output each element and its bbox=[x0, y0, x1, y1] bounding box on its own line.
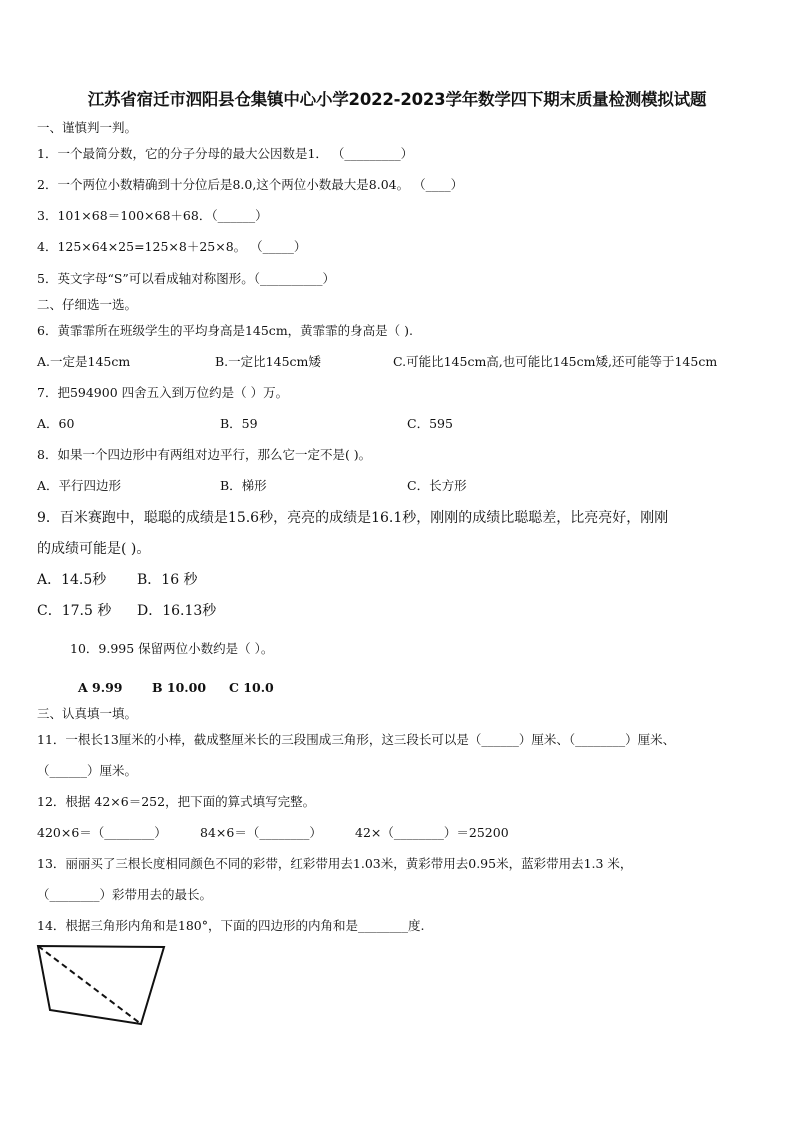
page-title: 江苏省宿迁市泗阳县仓集镇中心小学2022-2023学年数学四下期末质量检测模拟试题 bbox=[87, 90, 707, 109]
section-heading-3: 三、认真填一填。 bbox=[37, 706, 138, 721]
question-7: 7．把594900 四舍五入到万位约是（ ）万。 bbox=[37, 385, 289, 400]
question-2: 2．一个两位小数精确到十分位后是8.0,这个两位小数最大是8.04。 （____） bbox=[37, 177, 464, 192]
question-1: 1．一个最简分数，它的分子分母的最大公因数是1． （_________） bbox=[37, 146, 414, 161]
question-4: 4．125×64×25=125×8＋25×8。 （_____） bbox=[37, 239, 307, 254]
question-11-line-2: （______）厘米。 bbox=[37, 763, 138, 778]
question-3: 3．101×68＝100×68＋68．（______） bbox=[37, 208, 268, 223]
question-8-option-c: C．长方形 bbox=[407, 478, 467, 493]
question-7-option-b: B．59 bbox=[220, 416, 258, 431]
question-6: 6．黄霏霏所在班级学生的平均身高是145cm，黄霏霏的身高是（ ). bbox=[37, 323, 413, 338]
question-14: 14．根据三角形内角和是180°，下面的四边形的内角和是________度. bbox=[37, 918, 425, 933]
question-10-option-b: B 10.00 bbox=[152, 680, 207, 695]
question-6-option-c: C.可能比145cm高,也可能比145cm矮,还可能等于145cm bbox=[393, 354, 718, 369]
question-9-option-a: A．14.5秒 bbox=[37, 572, 107, 588]
question-13-line-1: 13．丽丽买了三根长度相同颜色不同的彩带，红彩带用去1.03米，黄彩带用去0.95米，蓝彩带用去1.3 米， bbox=[37, 856, 633, 871]
question-9-option-c: C．17.5 秒 bbox=[37, 603, 112, 619]
quadrilateral-figure bbox=[36, 944, 168, 1028]
question-6-option-b: B.一定比145cm矮 bbox=[215, 354, 321, 369]
question-10-option-a: A 9.99 bbox=[78, 680, 123, 695]
question-8-option-a: A．平行四边形 bbox=[37, 478, 122, 493]
question-10-option-c: C 10.0 bbox=[229, 680, 274, 695]
question-10: 10．9.995 保留两位小数约是（ ）。 bbox=[70, 641, 274, 656]
quadrilateral-outline bbox=[38, 946, 164, 1024]
question-13-line-2: （________）彩带用去的最长。 bbox=[37, 887, 213, 902]
question-9-option-b: B．16 秒 bbox=[137, 572, 198, 588]
question-9-option-d: D．16.13秒 bbox=[137, 603, 217, 619]
question-8-option-b: B．梯形 bbox=[220, 478, 267, 493]
question-8: 8．如果一个四边形中有两组对边平行，那么它一定不是( )。 bbox=[37, 447, 372, 462]
question-7-option-a: A．60 bbox=[37, 416, 75, 431]
question-9-line-1: 9．百米赛跑中，聪聪的成绩是15.6秒，亮亮的成绩是16.1秒，刚刚的成绩比聪聪差，比亮亮好，刚刚 bbox=[37, 510, 669, 526]
section-heading-1: 一、谨慎判一判。 bbox=[37, 120, 138, 135]
question-6-option-a: A.一定是145cm bbox=[37, 354, 131, 369]
question-12-expression-1: 420×6＝（________） bbox=[37, 825, 167, 840]
question-9-line-2: 的成绩可能是( )。 bbox=[37, 541, 151, 557]
question-11-line-1: 11．一根长13厘米的小棒，截成整厘米长的三段围成三角形，这三段长可以是（______）厘米、（________）厘米、 bbox=[37, 732, 676, 747]
question-5: 5．英文字母“S”可以看成轴对称图形。（__________） bbox=[37, 271, 336, 286]
quadrilateral-diagonal bbox=[38, 946, 141, 1024]
question-12: 12．根据 42×6＝252，把下面的算式填写完整。 bbox=[37, 794, 316, 809]
question-12-expression-3: 42×（________）＝25200 bbox=[355, 825, 509, 840]
question-12-expression-2: 84×6＝（________） bbox=[200, 825, 322, 840]
question-7-option-c: C．595 bbox=[407, 416, 453, 431]
section-heading-2: 二、仔细选一选。 bbox=[37, 297, 138, 312]
